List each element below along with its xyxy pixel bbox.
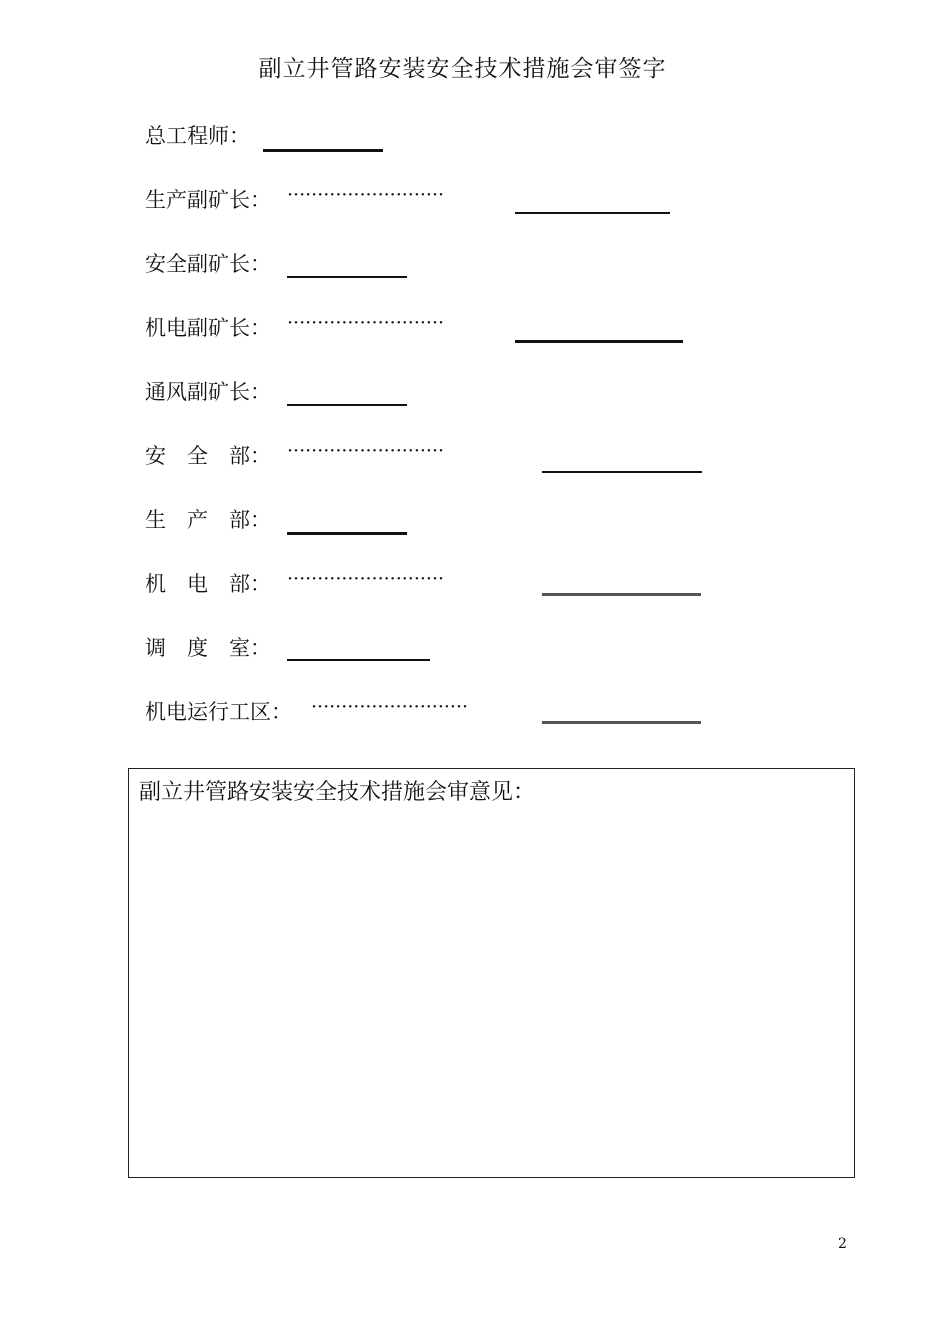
signature-line[interactable]	[542, 471, 702, 473]
signature-row-safety-deputy	[145, 248, 745, 288]
signature-line[interactable]	[515, 212, 670, 214]
signature-row-electromechanical-operation-area	[145, 696, 745, 736]
dotted-leader: ··························	[287, 440, 445, 462]
signature-row-ventilation-deputy	[145, 376, 745, 416]
dotted-leader: ··························	[287, 568, 445, 590]
signature-line[interactable]	[287, 276, 407, 278]
signature-row-production-department	[145, 504, 745, 544]
signature-label: 机 电 部：	[145, 572, 271, 596]
signature-label: 机电运行工区：	[145, 700, 292, 724]
signature-row-dispatch-room	[145, 632, 745, 672]
signature-line[interactable]	[287, 659, 430, 661]
signature-line[interactable]	[287, 532, 407, 535]
signature-line[interactable]	[542, 721, 701, 724]
signature-label: 机电副矿长：	[145, 316, 271, 340]
signature-label: 通风副矿长：	[145, 380, 271, 404]
review-opinion-label: 副立井管路安装安全技术措施会审意见：	[139, 780, 536, 805]
signature-row-production-deputy	[145, 184, 745, 224]
dotted-leader: ··························	[287, 184, 445, 206]
signature-line[interactable]	[287, 404, 407, 406]
signature-row-electromechanical-deputy	[145, 312, 745, 352]
dotted-leader: ··························	[311, 696, 469, 718]
signature-line[interactable]	[263, 149, 383, 152]
signature-row-electromechanical-department	[145, 568, 745, 608]
signature-label: 调 度 室：	[145, 636, 271, 660]
signature-label: 安 全 部：	[145, 444, 271, 468]
signature-label: 安全副矿长：	[145, 252, 271, 276]
review-opinion-box[interactable]	[128, 768, 855, 1178]
signature-row-chief-engineer	[145, 120, 745, 160]
page-title: 副立井管路安装安全技术措施会审签字	[258, 56, 667, 82]
signature-line[interactable]	[542, 593, 701, 596]
signature-label: 生产副矿长：	[145, 188, 271, 212]
signature-label: 总工程师：	[145, 124, 250, 148]
signature-label: 生 产 部：	[145, 508, 271, 532]
signature-row-safety-department	[145, 440, 745, 480]
signature-line[interactable]	[515, 340, 683, 343]
page-number: 2	[838, 1236, 847, 1252]
dotted-leader: ··························	[287, 312, 445, 334]
